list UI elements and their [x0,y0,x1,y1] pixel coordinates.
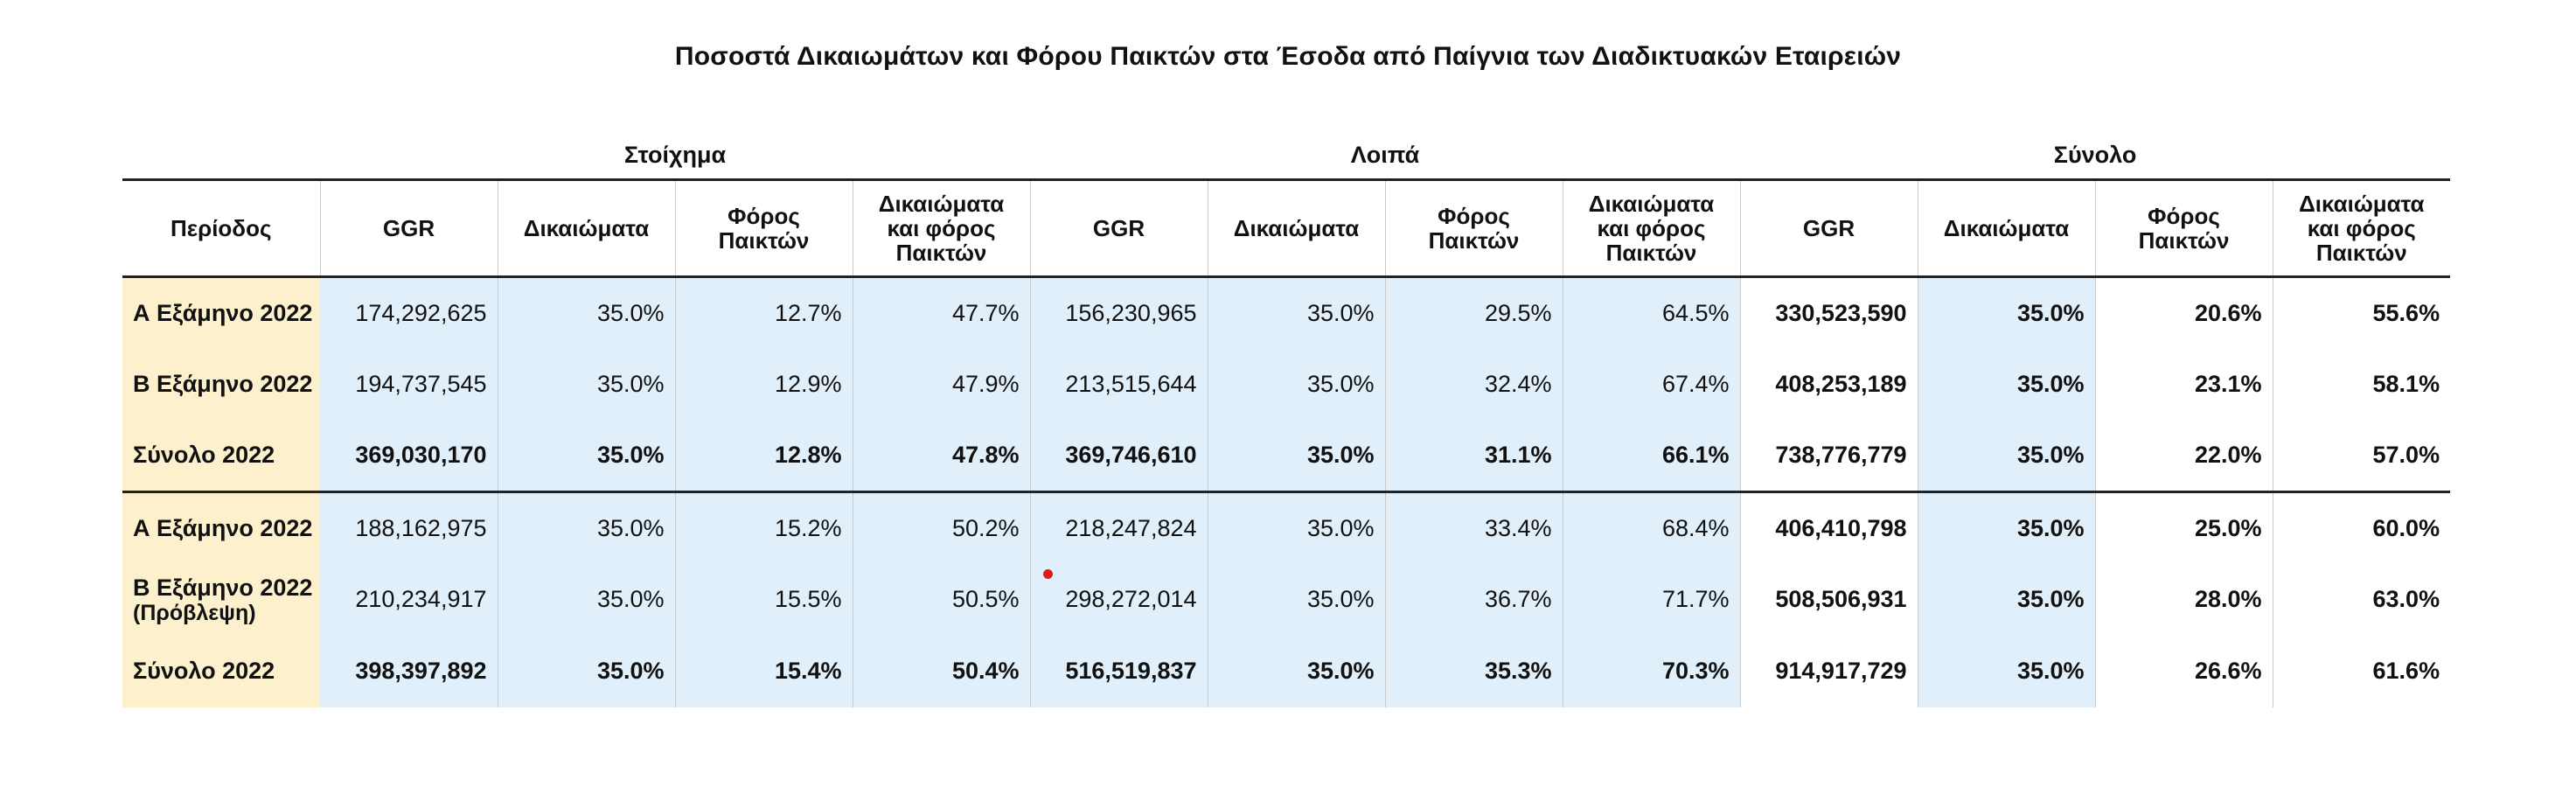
other-roy-tax-cell: 68.4% [1563,492,1740,564]
bet-roy-tax-cell: 47.7% [853,277,1030,349]
period-note: (Πρόβλεψη) [133,600,256,625]
table-row-total [122,636,2450,707]
total-royalties-cell: 35.0% [1918,564,2095,636]
period-cell [122,636,320,707]
red-marker-dot [1043,569,1053,579]
col-bet-player-tax: Φόρος Παικτών [675,180,853,277]
total-ggr-cell: 914,917,729 [1740,636,1918,707]
period-cell [122,277,320,349]
bet-roy-tax-cell: 50.4% [853,636,1030,707]
other-royalties-cell: 35.0% [1208,636,1385,707]
bet-ggr-cell: 194,737,545 [320,349,498,421]
total-ggr-cell: 330,523,590 [1740,277,1918,349]
bet-royalties-cell: 35.0% [498,421,675,492]
table-row-total [122,421,2450,492]
total-roy-tax-cell: 61.6% [2273,636,2450,707]
bet-royalties-cell: 35.0% [498,277,675,349]
bet-tax-cell: 15.4% [675,636,853,707]
col-other-ggr: GGR [1030,180,1208,277]
total-roy-tax-cell: 58.1% [2273,349,2450,421]
col-total-royalties-tax: Δικαιώματα και φόρος Παικτών [2273,180,2450,277]
other-ggr-cell: 516,519,837 [1030,636,1208,707]
bet-tax-cell: 12.8% [675,421,853,492]
total-ggr-cell: 738,776,779 [1740,421,1918,492]
other-ggr-cell: 156,230,965 [1030,277,1208,349]
table-row [122,277,2450,349]
total-ggr-cell: 508,506,931 [1740,564,1918,636]
bet-roy-tax-cell: 47.9% [853,349,1030,421]
bet-ggr-cell: 210,234,917 [320,564,498,636]
total-royalties-cell: 35.0% [1918,636,2095,707]
other-ggr-cell: 369,746,610 [1030,421,1208,492]
col-bet-royalties-tax: Δικαιώματα και φόρος Παικτών [853,180,1030,277]
period-cell [122,564,320,636]
group-betting: Στοίχημα [623,141,727,168]
other-roy-tax-cell: 67.4% [1563,349,1740,421]
other-tax-cell: 32.4% [1385,349,1563,421]
col-other-royalties: Δικαιώματα [1208,180,1385,277]
table-row [122,492,2450,564]
group-other: Λοιπά [1350,141,1420,168]
col-total-ggr: GGR [1740,180,1918,277]
total-tax-cell: 25.0% [2095,492,2273,564]
bet-royalties-cell: 35.0% [498,349,675,421]
other-roy-tax-cell: 70.3% [1563,636,1740,707]
period-cell [122,349,320,421]
other-royalties-cell: 35.0% [1208,492,1385,564]
total-roy-tax-cell: 60.0% [2273,492,2450,564]
table-title: Ποσοστά Δικαιωμάτων και Φόρου Παικτών στα Έσοδα από Παίγνια των Διαδικτυακών Εταιρειών [674,42,1902,71]
col-period: Περίοδος [122,180,320,277]
bet-royalties-cell: 35.0% [498,636,675,707]
table-row [122,349,2450,421]
group-header-row [122,131,2450,180]
total-royalties-cell: 35.0% [1918,349,2095,421]
bet-roy-tax-cell: 50.5% [853,564,1030,636]
other-ggr-cell: 213,515,644 [1030,349,1208,421]
other-tax-cell: 35.3% [1385,636,1563,707]
bet-ggr-cell: 369,030,170 [320,421,498,492]
col-bet-royalties: Δικαιώματα [498,180,675,277]
other-tax-cell: 36.7% [1385,564,1563,636]
total-roy-tax-cell: 63.0% [2273,564,2450,636]
bet-tax-cell: 12.9% [675,349,853,421]
bet-ggr-cell: 174,292,625 [320,277,498,349]
other-ggr-cell: 218,247,824 [1030,492,1208,564]
total-tax-cell: 22.0% [2095,421,2273,492]
royalties-tax-table [122,131,2450,707]
other-tax-cell: 29.5% [1385,277,1563,349]
col-other-player-tax: Φόρος Παικτών [1385,180,1563,277]
other-royalties-cell: 35.0% [1208,277,1385,349]
bet-roy-tax-cell: 47.8% [853,421,1030,492]
other-tax-cell: 33.4% [1385,492,1563,564]
revenue-table-wrapper [122,131,2448,707]
total-tax-cell: 26.6% [2095,636,2273,707]
col-other-royalties-tax: Δικαιώματα και φόρος Παικτών [1563,180,1740,277]
column-header-row [122,180,2450,277]
total-roy-tax-cell: 57.0% [2273,421,2450,492]
bet-ggr-cell: 398,397,892 [320,636,498,707]
col-bet-ggr: GGR [320,180,498,277]
period-cell [122,492,320,564]
other-royalties-cell: 35.0% [1208,349,1385,421]
group-total: Σύνολο [2053,141,2137,168]
total-roy-tax-cell: 55.6% [2273,277,2450,349]
total-ggr-cell: 408,253,189 [1740,349,1918,421]
bet-tax-cell: 15.2% [675,492,853,564]
bet-ggr-cell: 188,162,975 [320,492,498,564]
period-label: Σύνολο 2022 [133,442,275,469]
period-cell [122,421,320,492]
other-roy-tax-cell: 71.7% [1563,564,1740,636]
table-row [122,564,2450,636]
other-roy-tax-cell: 66.1% [1563,421,1740,492]
other-royalties-cell: 35.0% [1208,564,1385,636]
other-roy-tax-cell: 64.5% [1563,277,1740,349]
bet-roy-tax-cell: 50.2% [853,492,1030,564]
total-tax-cell: 20.6% [2095,277,2273,349]
bet-tax-cell: 15.5% [675,564,853,636]
period-label: Β Εξάμηνο 2022 [133,574,313,601]
total-tax-cell: 28.0% [2095,564,2273,636]
total-ggr-cell: 406,410,798 [1740,492,1918,564]
group-empty-cell [122,131,320,180]
col-total-royalties: Δικαιώματα [1918,180,2095,277]
total-royalties-cell: 35.0% [1918,421,2095,492]
total-royalties-cell: 35.0% [1918,277,2095,349]
bet-royalties-cell: 35.0% [498,492,675,564]
total-royalties-cell: 35.0% [1918,492,2095,564]
other-tax-cell: 31.1% [1385,421,1563,492]
period-label: Α Εξάμηνο 2022 [133,514,313,541]
period-label: Σύνολο 2022 [133,658,275,684]
bet-royalties-cell: 35.0% [498,564,675,636]
period-label: Β Εξάμηνο 2022 [133,371,313,397]
period-label: Α Εξάμηνο 2022 [133,299,313,326]
col-total-player-tax: Φόρος Παικτών [2095,180,2273,277]
bet-tax-cell: 12.7% [675,277,853,349]
total-tax-cell: 23.1% [2095,349,2273,421]
other-ggr-cell: 298,272,014 [1030,564,1208,636]
other-royalties-cell: 35.0% [1208,421,1385,492]
